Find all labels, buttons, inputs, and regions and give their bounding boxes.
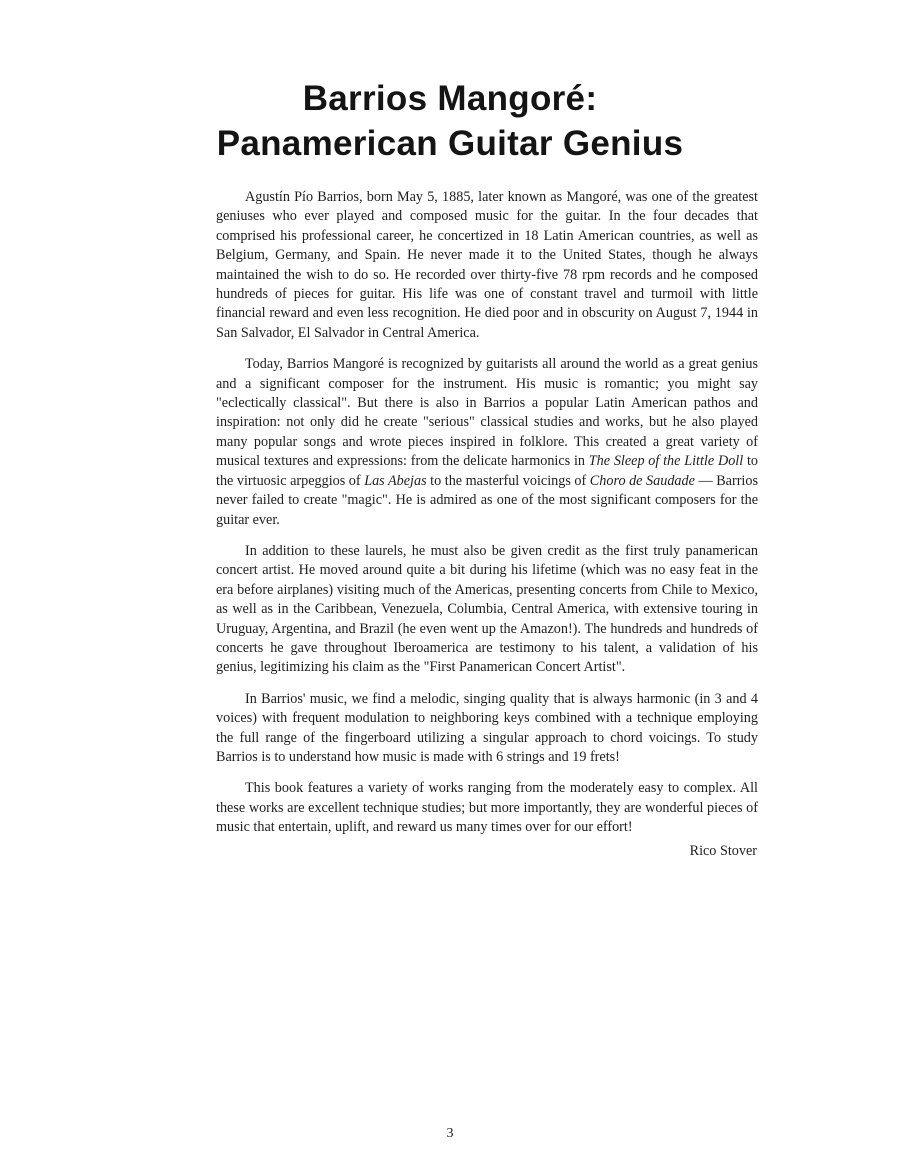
paragraph-2-text-2: to the virtuosic arpeggios of bbox=[216, 453, 758, 489]
article-body bbox=[216, 188, 758, 850]
author-signature: Rico Stover bbox=[689, 843, 757, 859]
paragraph-4: In Barrios' music, we find a melodic, singing quality that is always harmonic (in 3 and 4 voices) with frequent modulation to neighboring keys combined with a technique employing the full range of the fingerboard utilizing a singular approach to chord voicings. To study Barrios is to understand how music is made with 6 strings and 19 frets! bbox=[216, 690, 758, 765]
paragraph-3: In addition to these laurels, he must also be given credit as the first truly panamerican concert artist. He moved around quite a bit during his lifetime (which was no easy feat in the era before airplanes) visiting much of the Americas, presenting concerts from Chile to Mexico, as well as in the Caribbean, Venezuela, Columbia, Central America, with extensive touring in Uruguay, Argentina, and Brazil (he even went up the Amazon!). The hundreds and hundreds of concerts he gave throughout Iberoamerica are testimony to his talent, a validation of his genius, legitimizing his claim as the "First Panamerican Concert Artist". bbox=[216, 542, 758, 676]
work-title-las-abejas: Las Abejas bbox=[364, 472, 427, 489]
work-title-choro-de-saudade: Choro de Saudade bbox=[589, 472, 695, 489]
title-line-1: Barrios Mangoré: bbox=[302, 79, 598, 118]
paragraph-2 bbox=[216, 355, 758, 530]
paragraph-2-text-3: to the masterful voicings of bbox=[426, 472, 590, 489]
title-line-2: Panamerican Guitar Genius bbox=[216, 124, 684, 163]
page-number: 3 bbox=[446, 1126, 454, 1141]
paragraph-2-text-4: — Barrios never failed to create "magic". He is admired as one of the most significant composers for the guitar ever. bbox=[216, 472, 758, 528]
paragraph-2-text-1: Today, Barrios Mangoré is recognized by guitarists all around the world as a great genius and a significant composer for the instrument. His music is romantic; you might say "eclectically classical". But there is also in Barrios a popular Latin American pathos and inspiration: not only did he create "serious" classical studies and works, but he also played many popular songs and wrote pieces inspired in folklore. This created a great variety of musical textures and expressions: from the delicate harmonics in bbox=[216, 356, 758, 470]
paragraph-1: Agustín Pío Barrios, born May 5, 1885, later known as Mangoré, was one of the greatest geniuses who ever played and composed music for the guitar. In the four decades that comprised his professional career, he concertized in 18 Latin American countries, as well as Belgium, Germany, and Spain. He never made it to the United States, though he always maintained the wish to do so. He recorded over thirty-five 78 rpm records and he composed hundreds of pieces for guitar. His life was one of constant travel and turmoil with little financial reward and even less recognition. He died poor and in obscurity on August 7, 1944 in San Salvador, El Salvador in Central America. bbox=[216, 189, 758, 341]
page-title bbox=[0, 76, 900, 166]
work-title-sleep-of-the-little-doll: The Sleep of the Little Doll bbox=[588, 453, 744, 470]
paragraph-5: This book features a variety of works ranging from the moderately easy to complex. All these works are excellent technique studies; but more importantly, they are wonderful pieces of music that entertain, uplift, and reward us many times over for our effort! bbox=[216, 780, 758, 836]
